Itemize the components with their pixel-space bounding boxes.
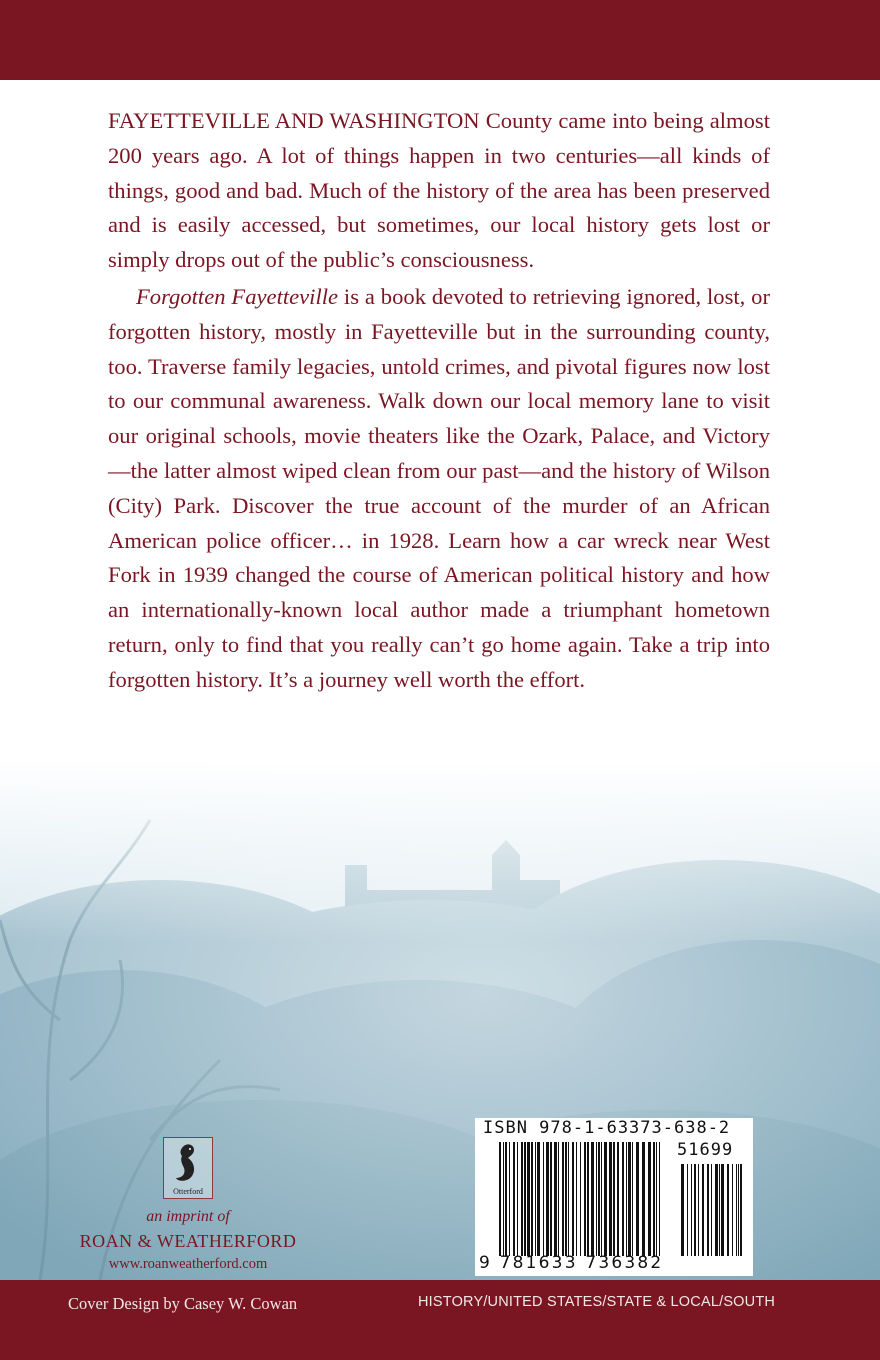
barcode-bar: [572, 1142, 574, 1256]
blurb-paragraph-2-text: is a book devoted to retrieving ignored, lost, or forgotten history, mostly in Fayetteville but in the surrounding county, too. Traverse family legacies, untold crimes, and pivotal figures now lost to our communal awareness. Walk down our local memory lane to visit our original schools, movie theaters like the Ozark, Palace, and Victory—the latter almost wiped clean from our past—and the history of Wilson (City) Park. Discover the true account of the murder of an African American police officer… in 1928. Learn how a car wreck near West Fork in 1939 changed the course of American political history and how an internationally-known local author made a triumphant hometown return, only to find that you really can’t go home again. Take a trip into forgotten history. It’s a journey well worth the effort.: [108, 283, 770, 692]
cover-design-credit: Cover Design by Casey W. Cowan: [68, 1294, 298, 1313]
barcode-bar: [656, 1142, 657, 1256]
barcode-bar: [711, 1164, 712, 1256]
barcode-bar: [554, 1142, 557, 1256]
barcode-bar: [576, 1142, 577, 1256]
barcode-bar: [707, 1164, 709, 1256]
barcode-bar: [628, 1142, 631, 1256]
barcode-bar: [613, 1142, 615, 1256]
barcode-bar: [659, 1142, 660, 1256]
barcode-bar: [691, 1164, 692, 1256]
imprint-line: an imprint of: [146, 1208, 230, 1225]
barcode-bar: [531, 1142, 533, 1256]
barcode-bar: [732, 1164, 733, 1256]
barcode-bar: [568, 1142, 569, 1256]
barcode-bar: [687, 1164, 688, 1256]
barcode-bar: [499, 1142, 501, 1256]
barcode-bar: [694, 1164, 696, 1256]
barcode-bar: [535, 1142, 536, 1256]
barcode-bar: [591, 1142, 594, 1256]
publisher-website: www.roanweatherford.com: [108, 1256, 268, 1272]
price-code: 51699: [677, 1140, 734, 1160]
barcode-bar: [642, 1142, 645, 1256]
barcode-bar: [509, 1142, 510, 1256]
blurb-paragraph-1: FAYETTEVILLE AND WASHINGTON County came into being almost 200 years ago. A lot of things happen in two centuries—all kinds of things, good and bad. Much of the history of the area has been preserved and is easily accessed, but sometimes, our local history gets lost or simply drops out of the public’s consciousness.: [108, 108, 770, 273]
barcode-bar: [740, 1164, 742, 1256]
barcode-bar: [543, 1142, 544, 1256]
publisher-name: ROAN & WEATHERFORD: [79, 1231, 297, 1251]
logo-label: Otterford: [173, 1187, 203, 1196]
barcode-bar: [609, 1142, 612, 1256]
barcode-bar: [617, 1142, 619, 1256]
barcode-bar: [681, 1164, 684, 1256]
barcode-digits: 9 781633 736382: [479, 1253, 664, 1273]
barcode-bar: [604, 1142, 607, 1256]
barcode-bar: [648, 1142, 651, 1256]
barcode-bar: [565, 1142, 567, 1256]
barcode-bar: [513, 1142, 515, 1256]
barcode-bar: [527, 1142, 530, 1256]
barcode-bar: [715, 1164, 718, 1256]
top-band: [0, 0, 880, 80]
barcode-bar: [546, 1142, 549, 1256]
barcode-bar: [598, 1142, 600, 1256]
barcode-bar: [727, 1164, 729, 1256]
barcode-bar: [550, 1142, 552, 1256]
bisac-category: HISTORY/UNITED STATES/STATE & LOCAL/SOUTH: [418, 1294, 776, 1310]
book-title: Forgotten Fayetteville: [136, 283, 339, 309]
blurb-paragraph-2: [108, 280, 770, 698]
isbn-barcode: [475, 1118, 753, 1276]
barcode-bar: [626, 1142, 627, 1256]
barcode-bar: [636, 1142, 639, 1256]
barcode-bar: [503, 1142, 504, 1256]
barcode-bar: [537, 1142, 540, 1256]
barcode-bar: [698, 1164, 699, 1256]
isbn-label: ISBN 978-1-63373-638-2: [483, 1118, 731, 1138]
barcode-bar: [562, 1142, 564, 1256]
barcode-bar: [584, 1142, 586, 1256]
barcode-bar: [738, 1164, 739, 1256]
barcode-bar: [736, 1164, 737, 1256]
bottom-band: [0, 1280, 880, 1360]
back-cover-blurb: [108, 104, 770, 698]
barcode-bar: [721, 1164, 724, 1256]
barcode-bar: [632, 1142, 633, 1256]
barcode-bar: [580, 1142, 581, 1256]
barcode-bar: [587, 1142, 589, 1256]
publisher-logo: [163, 1137, 213, 1199]
barcode-bar: [521, 1142, 523, 1256]
barcode-bar: [517, 1142, 518, 1256]
barcode-bar: [702, 1164, 704, 1256]
barcode-bar: [524, 1142, 526, 1256]
barcode-bar: [596, 1142, 597, 1256]
barcode-bar: [622, 1142, 624, 1256]
barcode-bar: [558, 1142, 559, 1256]
barcode-bar: [653, 1142, 655, 1256]
otter-icon: [164, 1138, 211, 1186]
barcode-bar: [601, 1142, 602, 1256]
barcode-bar: [505, 1142, 507, 1256]
barcode-bar: [719, 1164, 720, 1256]
